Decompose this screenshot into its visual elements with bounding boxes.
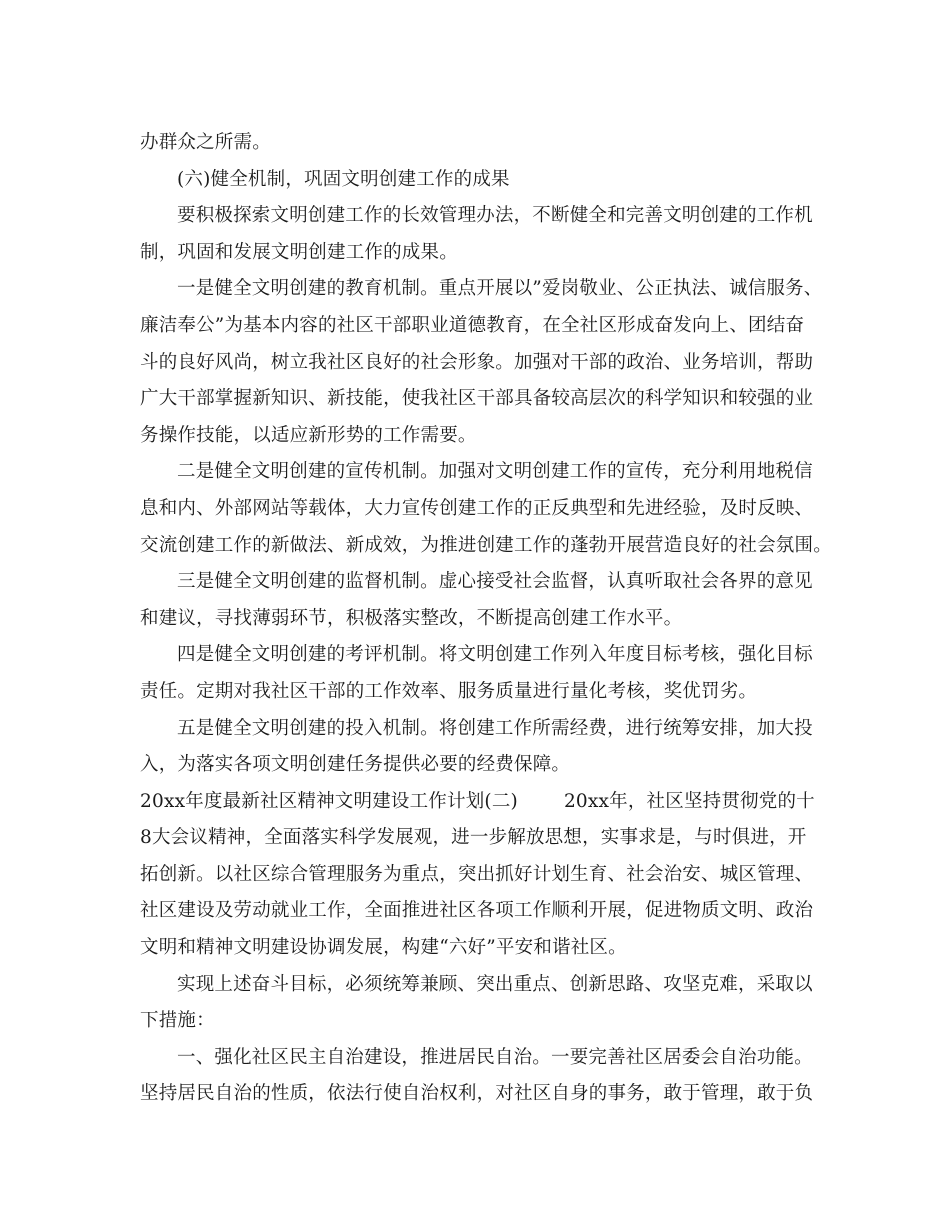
text-line: 五是健全文明创建的投入机制。将创建工作所需经费，进行统筹安排，加大投 — [177, 717, 813, 739]
text-line: 一是健全文明创建的教育机制。重点开展以”爱岗敬业、公正执法、诚信服务、 — [177, 278, 823, 300]
section-heading-line — [140, 784, 830, 821]
plan-intro-start: 20xx年，社区坚持贯彻党的十 — [563, 790, 815, 812]
text-line: 斗的良好风尚，树立我社区良好的社会形象。加强对干部的政治、业务培训，帮助 — [140, 351, 814, 373]
text-line: 社区建设及劳动就业工作，全面推进社区各项工作顺利开展，促进物质文明、政治 — [140, 900, 814, 922]
text-line: 务操作技能，以适应新形势的工作需要。 — [140, 424, 477, 446]
text-line: 广大干部掌握新知识、新技能，使我社区干部具备较高层次的科学知识和较强的业 — [140, 388, 814, 410]
text-line: 四是健全文明创建的考评机制。将文明创建工作列入年度目标考核，强化目标 — [177, 644, 813, 666]
text-line: 要积极探索文明创建工作的长效管理办法，不断健全和完善文明创建的工作机 — [177, 205, 813, 227]
text-line: 制，巩固和发展文明创建工作的成果。 — [140, 241, 458, 263]
text-line: (六)健全机制，巩固文明创建工作的成果 — [177, 168, 510, 190]
text-line: 三是健全文明创建的监督机制。虚心接受社会监督，认真听取社会各界的意见 — [177, 571, 813, 593]
text-line: 8大会议精神，全面落实科学发展观，进一步解放思想，实事求是，与时俱进，开 — [140, 827, 807, 849]
document-page — [140, 125, 830, 1113]
text-line: 二是健全文明创建的宣传机制。加强对文明创建工作的宣传，充分利用地税信 — [177, 461, 813, 483]
text-line: 交流创建工作的新做法、新成效，为推进创建工作的蓬勃开展营造良好的社会氛围。 — [140, 534, 832, 556]
text-line: 办群众之所需。 — [140, 132, 271, 153]
text-line: 实现上述奋斗目标，必须统筹兼顾、突出重点、创新思路、攻坚克难，采取以 — [177, 973, 813, 995]
text-line: 下措施： — [140, 1010, 215, 1032]
text-line: 和建议，寻找薄弱环节，积极落实整改，不断提高创建工作水平。 — [140, 607, 683, 629]
paragraph-block — [140, 125, 830, 784]
paragraph-block — [140, 820, 830, 1113]
text-line: 一、强化社区民主自治建设，推进居民自治。一要完善社区居委会自治功能。 — [177, 1046, 813, 1068]
text-line: 廉洁奉公”为基本内容的社区干部职业道德教育，在全社区形成奋发向上、团结奋 — [140, 314, 805, 336]
text-line: 息和内、外部网站等载体，大力宣传创建工作的正反典型和先进经验，及时反映、 — [140, 497, 814, 519]
plan-title: 20xx年度最新社区精神文明建设工作计划(二) — [140, 790, 518, 812]
text-line: 入，为落实各项文明创建任务提供必要的经费保障。 — [140, 754, 571, 776]
text-line: 文明和精神文明建设协调发展，构建“六好”平安和谐社区。 — [140, 937, 627, 959]
text-line: 责任。定期对我社区干部的工作效率、服务质量进行量化考核，奖优罚劣。 — [140, 680, 758, 702]
text-line: 坚持居民自治的性质，依法行使自治权利，对社区自身的事务，敢于管理，敢于负 — [140, 1083, 814, 1105]
text-line: 拓创新。以社区综合管理服务为重点，突出抓好计划生育、社会治安、城区管理、 — [140, 863, 814, 885]
